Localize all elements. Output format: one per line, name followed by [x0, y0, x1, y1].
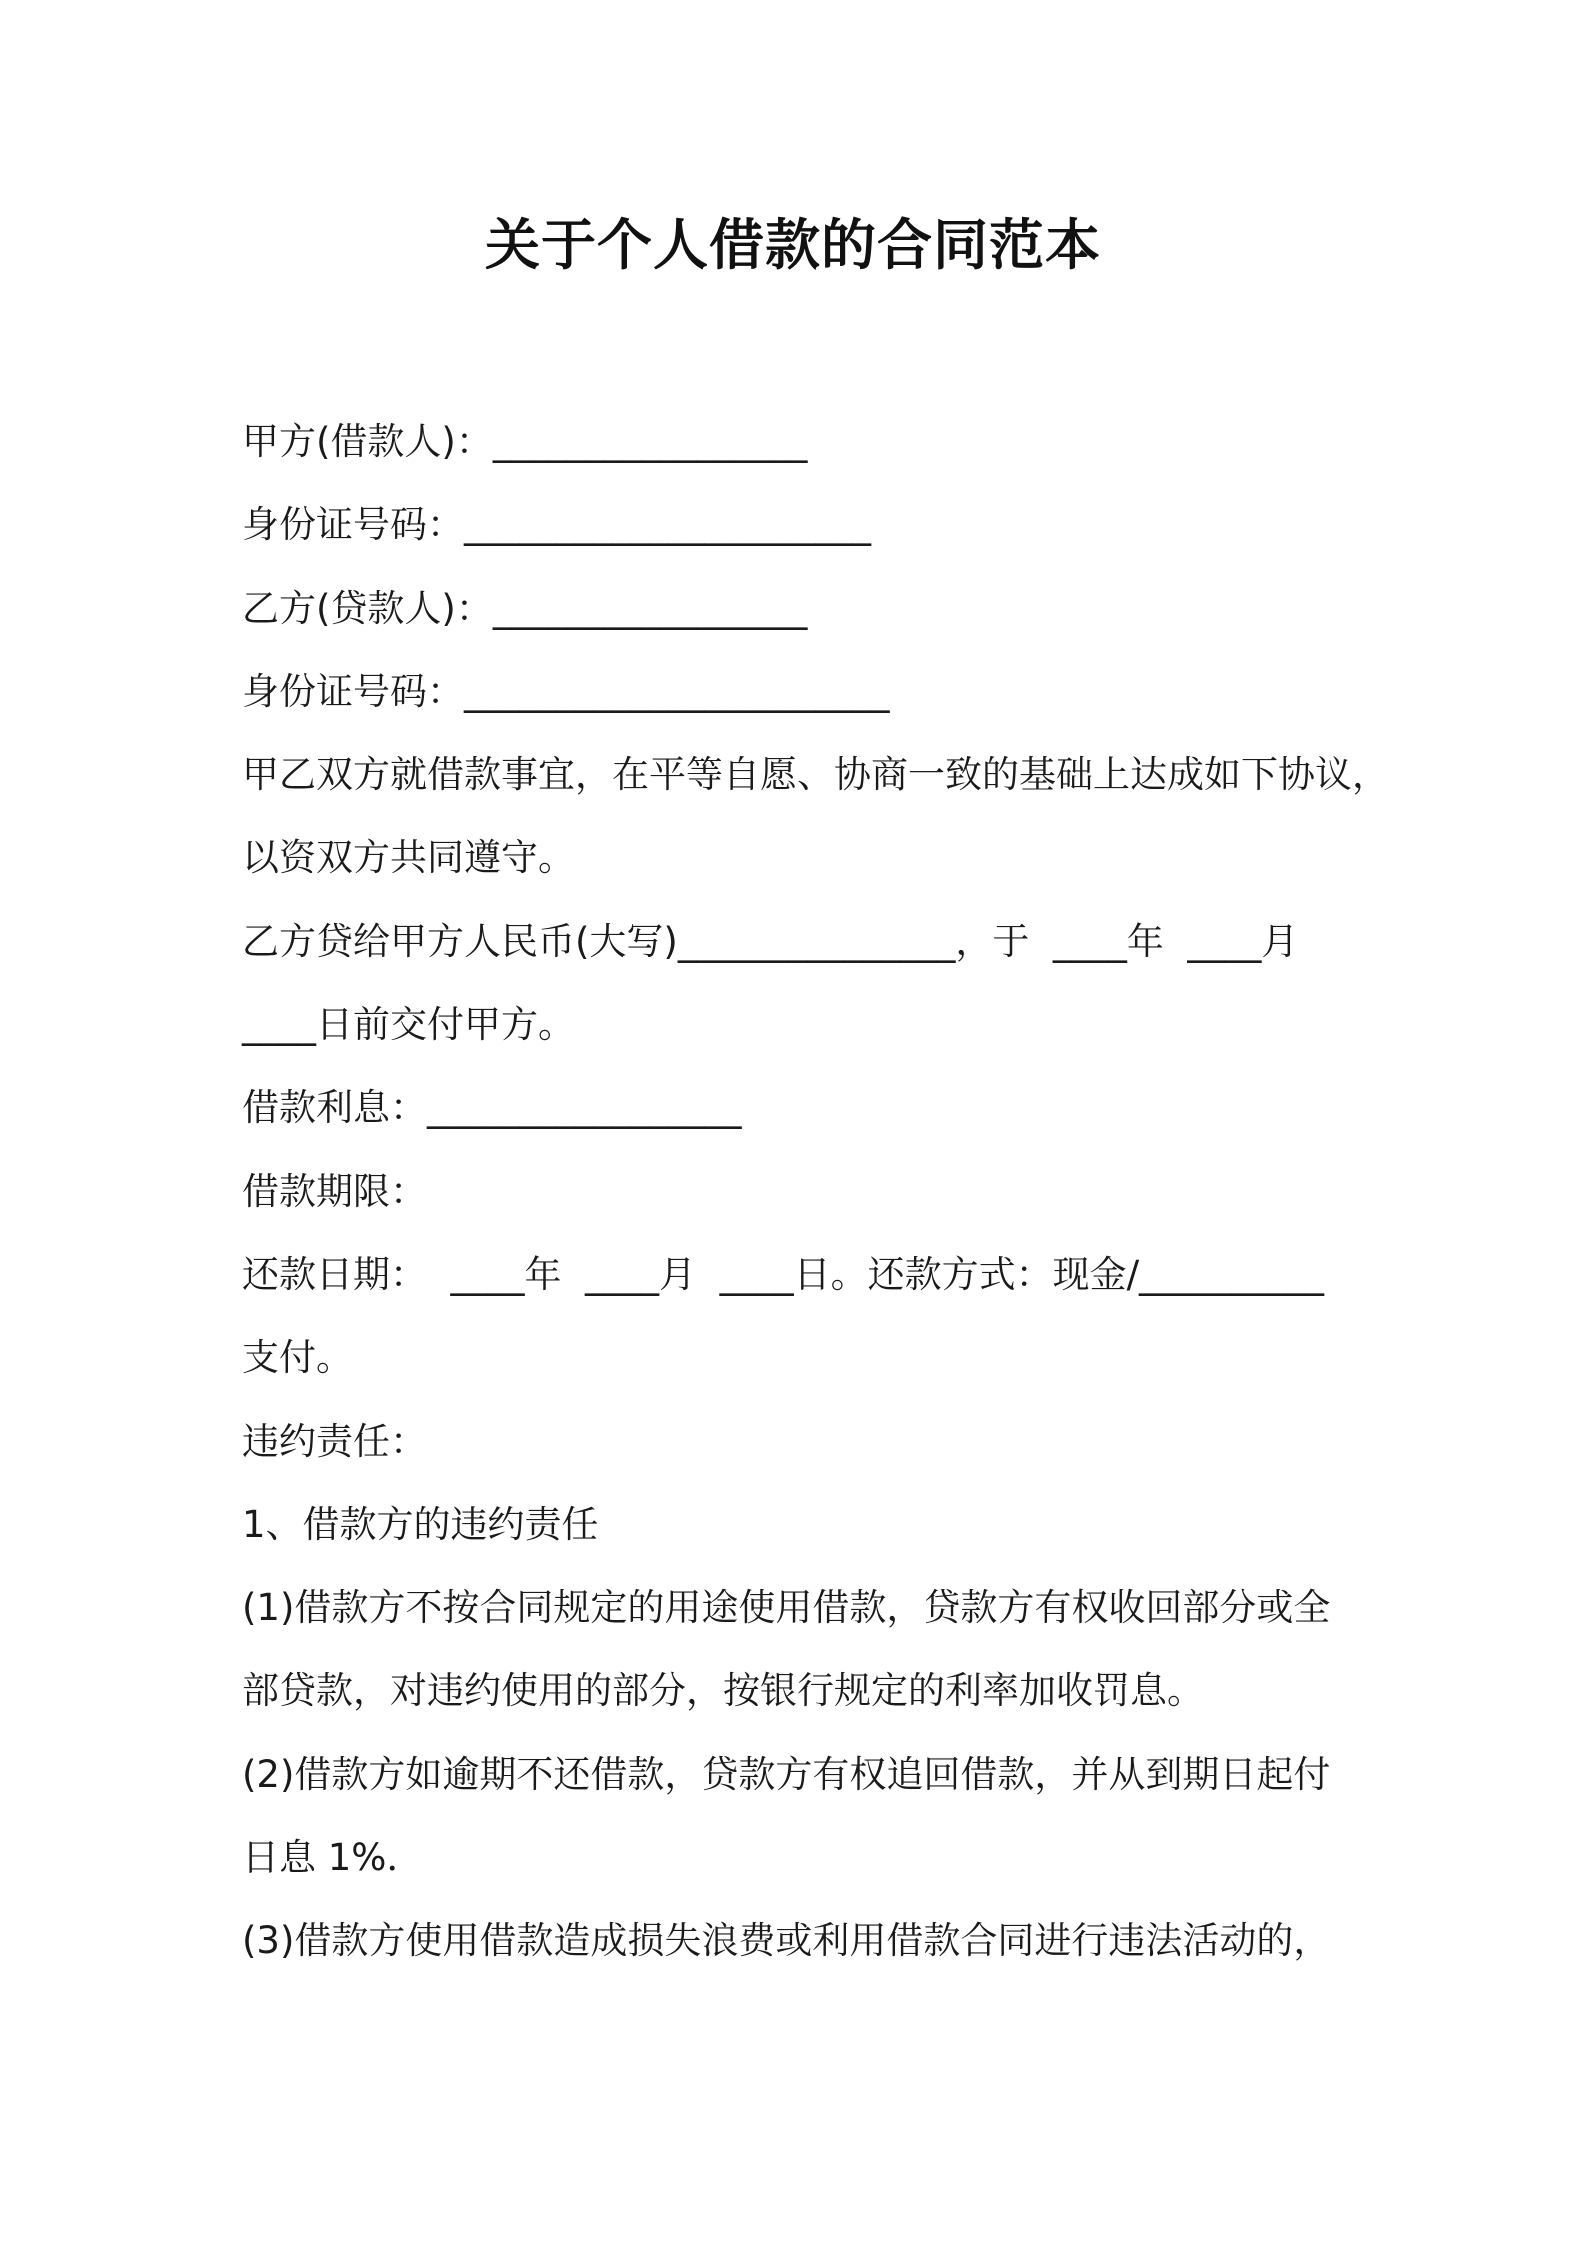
lender-field: 乙方(贷款人)：_________________ [242, 586, 808, 630]
borrower-breach-heading: 1、借款方的违约责任 [242, 1502, 599, 1546]
loan-term-field: 借款期限： [242, 1169, 427, 1213]
repayment-method-continuation: 支付。 [242, 1336, 353, 1380]
lender-id-field: 身份证号码：_______________________ [242, 669, 890, 713]
loan-interest-field: 借款利息：_________________ [242, 1086, 742, 1130]
clause-1-line: (1)借款方不按合同规定的用途使用借款，贷款方有权收回部分或全 [242, 1586, 1331, 1630]
clause-2-line: (2)借款方如逾期不还借款，贷款方有权追回借款，并从到期日起付 [242, 1752, 1331, 1796]
clause-3-line: (3)借款方使用借款造成损失浪费或利用借款合同进行违法活动的， [242, 1919, 1331, 1963]
breach-liability-heading: 违约责任： [242, 1419, 427, 1463]
agreement-intro-line: 甲乙双方就借款事宜，在平等自愿、协商一致的基础上达成如下协议， [242, 753, 1389, 797]
loan-amount-line: 乙方贷给甲方人民币(大写)_______________，于 ____年 ____月 [242, 919, 1299, 963]
clause-1-continuation: 部贷款，对违约使用的部分，按银行规定的利率加收罚息。 [242, 1669, 1204, 1713]
repayment-date-line: 还款日期： ____年 ____月 ____日。还款方式：现金/__________ [242, 1252, 1325, 1296]
document-title: 关于个人借款的合同范本 [484, 213, 1101, 277]
borrower-id-field: 身份证号码：______________________ [242, 503, 871, 547]
agreement-intro-continuation: 以资双方共同遵守。 [242, 836, 575, 880]
borrower-field: 甲方(借款人)：_________________ [242, 420, 808, 463]
document-body [242, 400, 1389, 1983]
clause-2-continuation: 日息 1%． [242, 1836, 424, 1880]
loan-delivery-line: ____日前交付甲方。 [242, 1003, 575, 1047]
